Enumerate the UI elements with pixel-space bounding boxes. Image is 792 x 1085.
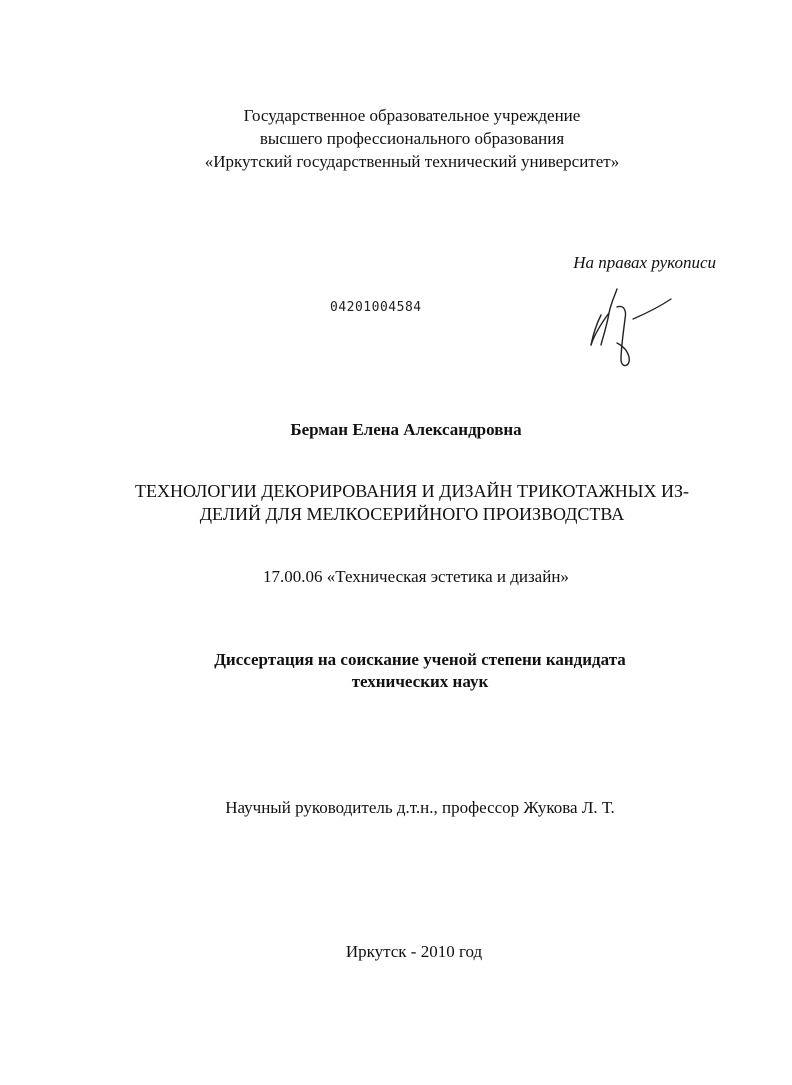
handwritten-signature: [587, 283, 677, 373]
thesis-title-line-2: ДЕЛИЙ ДЛЯ МЕЛКОСЕРИЙНОГО ПРОИЗВОДСТВА: [199, 504, 625, 524]
rights-note: На правах рукописи: [573, 253, 716, 272]
degree-line-1: Диссертация на соискание ученой степени кандидата: [214, 650, 626, 669]
scientific-advisor: Научный руководитель д.т.н., профессор Жукова Л. Т.: [225, 798, 615, 817]
institution-line-3: «Иркутский государственный технический университет»: [204, 152, 620, 171]
specialty-code: 17.00.06 «Техническая эстетика и дизайн»: [263, 567, 569, 586]
institution-header: [16, 104, 792, 173]
degree-statement: [24, 649, 792, 693]
place-and-year: Иркутск - 2010 год: [345, 942, 483, 961]
institution-line-1: Государственное образовательное учреждение: [243, 106, 581, 125]
registration-number: 04201004584: [330, 300, 422, 315]
institution-line-2: высшего профессионального образования: [259, 129, 565, 148]
thesis-title: [16, 480, 792, 526]
degree-line-2: технических наук: [351, 672, 489, 691]
thesis-title-line-1: ТЕХНОЛОГИИ ДЕКОРИРОВАНИЯ И ДИЗАЙН ТРИКОТАЖНЫХ ИЗ-: [135, 481, 689, 501]
author-name: Берман Елена Александровна: [290, 420, 522, 439]
